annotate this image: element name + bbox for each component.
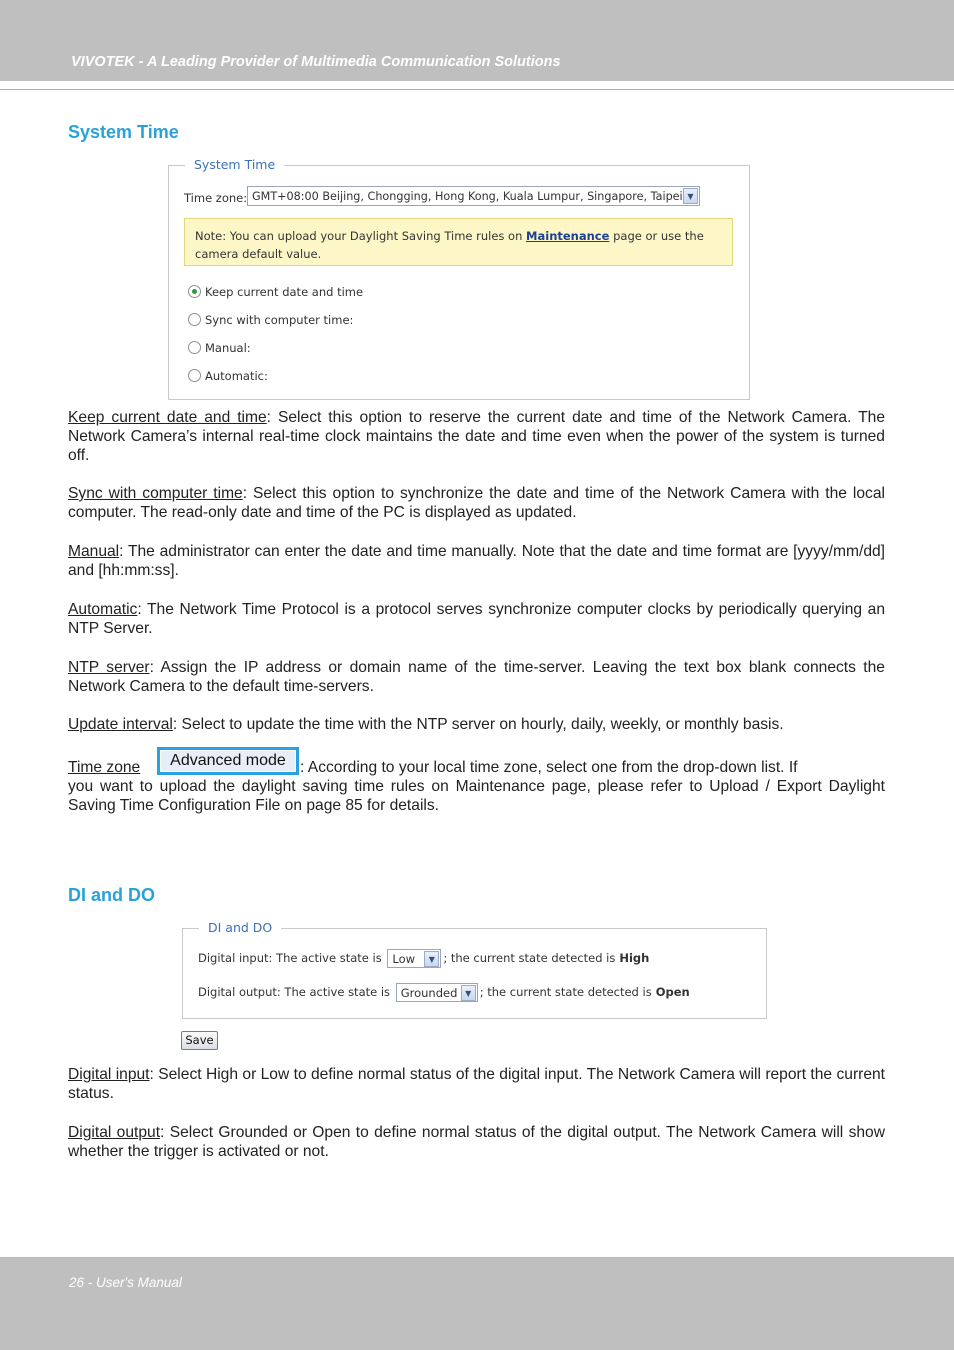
para-keep-current [68, 408, 885, 465]
timezone-line1: : According to your local time zone, select one from the drop-down list. If [300, 759, 798, 776]
para-digital-output [68, 1123, 885, 1161]
term: Keep current date and time [68, 409, 267, 426]
header-divider [0, 89, 954, 90]
timezone-term-wrap [68, 758, 158, 777]
description: : Select this option to reserve the current date and time of the Network Camera. The Network Camera’s internal real-time clock maintains the date and time even when the power of the system is turned off. [68, 409, 885, 464]
dido-legend: DI and DO [199, 920, 281, 936]
option-manual[interactable] [188, 341, 251, 355]
system-time-panel [168, 157, 750, 400]
option-label: Manual: [205, 341, 251, 355]
term: Digital input [68, 1066, 150, 1083]
system-time-heading: System Time [68, 122, 179, 142]
note-text-before: Note: You can upload your Daylight Saving Time rules on [195, 229, 527, 243]
chevron-down-icon[interactable]: ▼ [683, 188, 698, 204]
do-select-value: Grounded [400, 986, 458, 1000]
timezone-select[interactable] [247, 186, 700, 206]
description: : Select Grounded or Open to define normal status of the digital output. The Network Camera will show whether the trigger is activated or not. [68, 1124, 885, 1160]
di-prefix: Digital input: The active state is [198, 951, 382, 965]
di-current-state: High [619, 951, 650, 965]
chevron-down-icon[interactable]: ▼ [424, 951, 439, 967]
radio-checked-icon[interactable] [188, 285, 201, 298]
radio-icon[interactable] [188, 341, 201, 354]
timezone-rest: you want to upload the daylight saving time rules on Maintenance page, please refer to Upload / Export Daylight Saving Time Configuration File on page 85 for details. [68, 778, 885, 814]
page-header [0, 0, 954, 81]
option-automatic[interactable] [188, 369, 268, 383]
para-update-interval [68, 715, 885, 734]
description: : The Network Time Protocol is a protocol serves synchronize computer clocks by periodically querying an NTP Server. [68, 601, 885, 637]
option-keep-current[interactable] [188, 285, 363, 299]
term: NTP server [68, 659, 150, 676]
term: Time zone [68, 759, 141, 776]
di-select-value: Low [392, 952, 416, 966]
description: : Select to update the time with the NTP server on hourly, daily, weekly, or monthly basis. [172, 716, 784, 733]
page-number: 26 - User's Manual [69, 1275, 182, 1290]
radio-icon[interactable] [188, 313, 201, 326]
save-button[interactable]: Save [181, 1031, 218, 1050]
do-prefix: Digital output: The active state is [198, 985, 391, 999]
option-label: Sync with computer time: [205, 313, 354, 327]
chevron-down-icon[interactable]: ▼ [461, 985, 476, 1001]
option-label: Keep current date and time [205, 285, 364, 299]
do-mid: ; the current state detected is [479, 985, 652, 999]
do-current-state: Open [655, 985, 690, 999]
term: Update interval [68, 716, 173, 733]
di-mid: ; the current state detected is [443, 951, 616, 965]
term: Digital output [68, 1124, 161, 1141]
digital-input-row [198, 949, 649, 968]
do-active-state-select[interactable] [396, 983, 478, 1002]
dido-panel [182, 920, 767, 1019]
radio-icon[interactable] [188, 369, 201, 382]
term: Manual [68, 543, 120, 560]
option-label: Automatic: [205, 369, 268, 383]
description: : Assign the IP address or domain name of the time-server. Leaving the text box blank connects the Network Camera to the default time-servers. [68, 659, 885, 695]
para-automatic [68, 600, 885, 638]
di-active-state-select[interactable] [387, 949, 441, 968]
term: Sync with computer time [68, 485, 243, 502]
system-time-legend: System Time [185, 157, 284, 173]
dst-note [184, 218, 733, 266]
page-footer [0, 1257, 954, 1350]
digital-output-row [198, 983, 690, 1002]
term: Automatic [68, 601, 138, 618]
para-manual [68, 542, 885, 580]
para-ntp-server [68, 658, 885, 696]
description: : Select High or Low to define normal status of the digital input. The Network Camera will report the current status. [68, 1066, 886, 1102]
dido-heading: DI and DO [68, 885, 156, 905]
timezone-label: Time zone: [184, 191, 248, 205]
para-sync-computer [68, 484, 885, 522]
maintenance-link[interactable]: Maintenance [526, 229, 610, 243]
option-sync-computer[interactable] [188, 313, 353, 327]
timezone-select-value: GMT+08:00 Beijing, Chongging, Hong Kong, Kuala Lumpur, Singapore, Taipei [252, 190, 683, 203]
description: : The administrator can enter the date and time manually. Note that the date and time format are [yyyy/mm/dd] and [hh:mm:ss]. [68, 543, 885, 579]
para-digital-input [68, 1065, 885, 1103]
advanced-mode-badge [157, 747, 299, 775]
header-title: VIVOTEK - A Leading Provider of Multimedia Communication Solutions [71, 54, 561, 70]
note-text-after: page or use the camera default value. [195, 229, 704, 261]
description: : Select this option to synchronize the date and time of the Network Camera with the local computer. The read-only date and time of the PC is displayed as updated. [68, 485, 885, 521]
advanced-mode-label: Advanced mode [160, 750, 296, 772]
